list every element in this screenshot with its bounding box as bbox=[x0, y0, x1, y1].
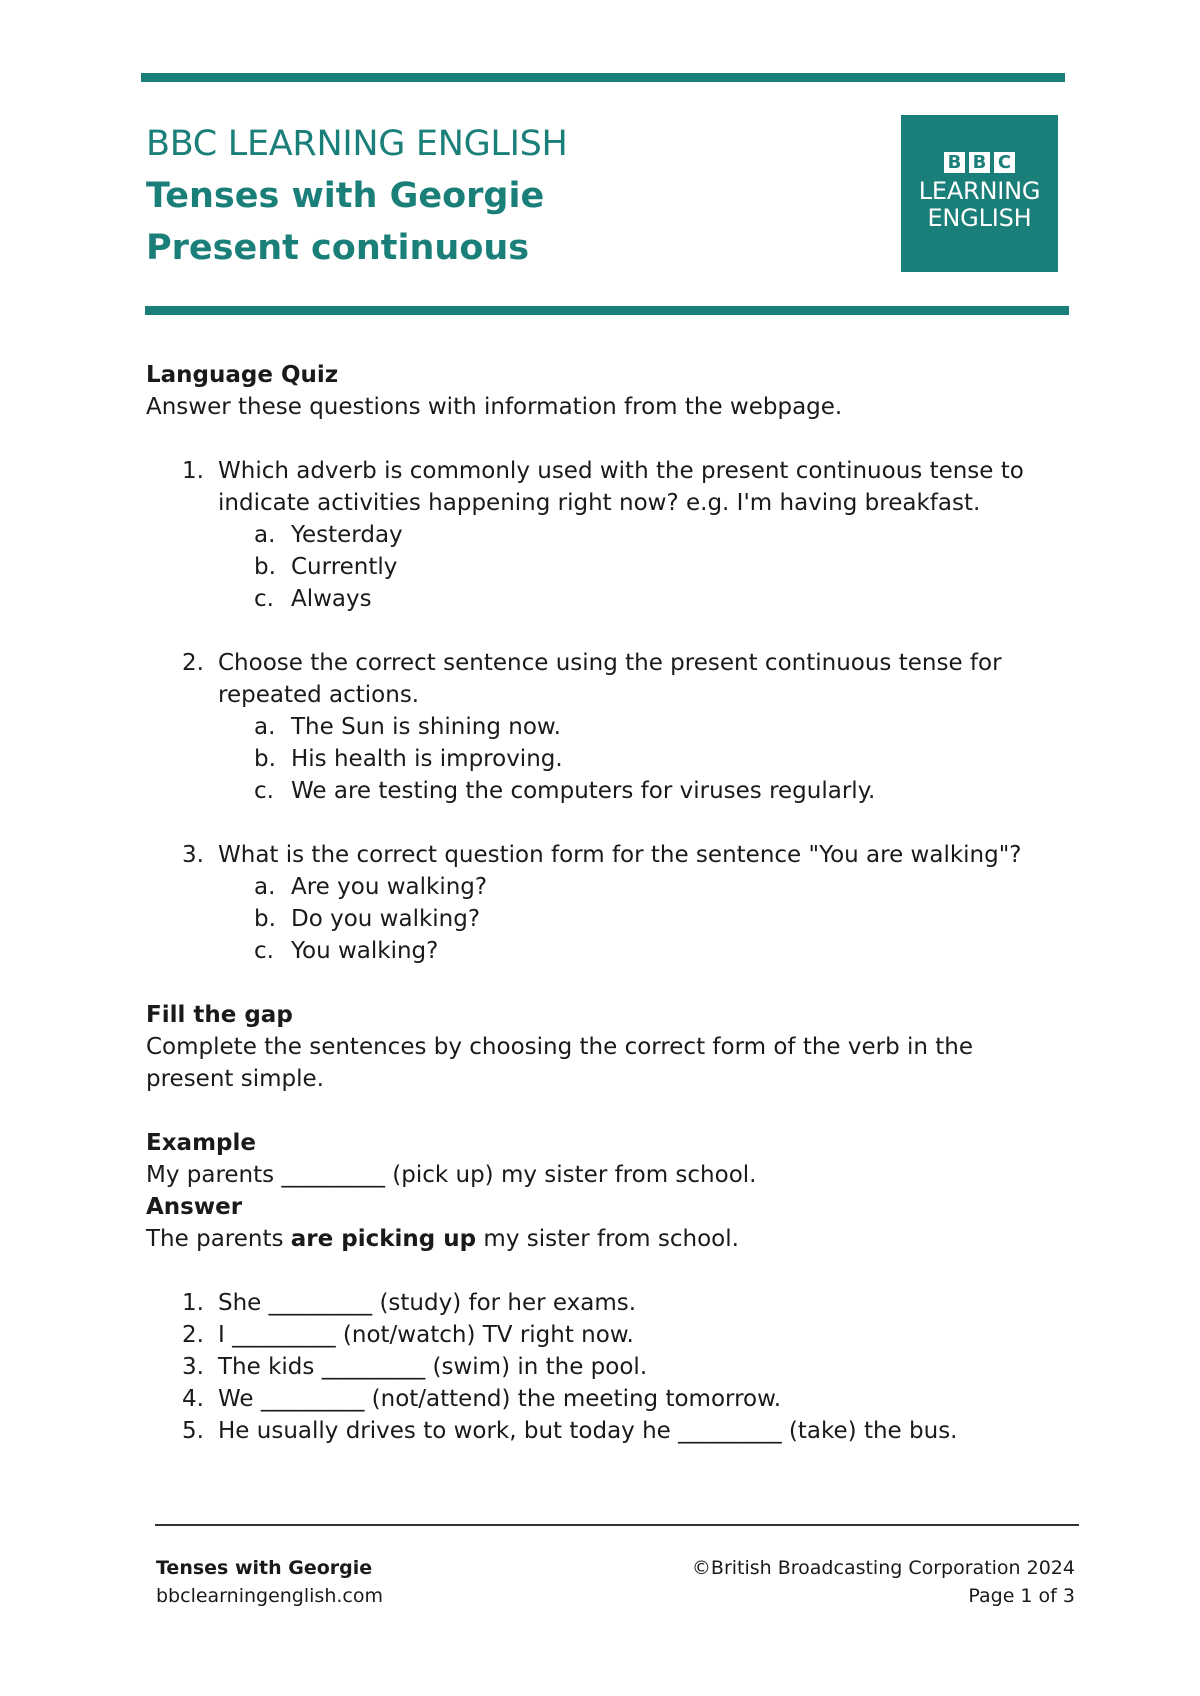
gap-sentence bbox=[146, 1351, 1066, 1383]
answer-option bbox=[146, 743, 1066, 775]
question-text: Which adverb is commonly used with the present continuous tense to indicate activities happening right now? e.g. I'm having breakfast. bbox=[218, 458, 1024, 516]
logo-line-english: ENGLISH bbox=[927, 204, 1032, 232]
series-title: Tenses with Georgie bbox=[146, 176, 545, 216]
topic-title: Present continuous bbox=[146, 228, 530, 268]
sentence-text: I _________ (not/watch) TV right now. bbox=[218, 1322, 634, 1348]
footer-site-link[interactable]: bbclearningenglish.com bbox=[156, 1585, 383, 1607]
bbc-block-b1: B bbox=[944, 152, 965, 173]
option-text: You walking? bbox=[291, 938, 439, 964]
bbc-block-b2: B bbox=[969, 152, 990, 173]
option-letter: a. bbox=[254, 874, 276, 900]
footer-rule bbox=[155, 1524, 1079, 1526]
option-text: Currently bbox=[291, 554, 398, 580]
answer-text-after: my sister from school. bbox=[476, 1226, 739, 1252]
option-text: We are testing the computers for viruses regularly. bbox=[291, 778, 876, 804]
option-letter: b. bbox=[254, 554, 276, 580]
option-text: Always bbox=[291, 586, 372, 612]
answer-heading: Answer bbox=[146, 1194, 243, 1220]
option-text: His health is improving. bbox=[291, 746, 563, 772]
option-letter: b. bbox=[254, 746, 276, 772]
answer-options bbox=[218, 871, 1066, 967]
header-top-rule bbox=[141, 73, 1065, 82]
header-bottom-rule bbox=[145, 306, 1069, 315]
gap-sentence bbox=[146, 1383, 1066, 1415]
bbc-blocks bbox=[901, 152, 1058, 173]
quiz-heading: Language Quiz bbox=[146, 362, 339, 388]
quiz-question-list bbox=[146, 455, 1066, 999]
example-heading: Example bbox=[146, 1130, 256, 1156]
answer-sentence bbox=[146, 1223, 1066, 1255]
answer-option bbox=[146, 711, 1066, 743]
quiz-question bbox=[146, 647, 1066, 839]
answer-text-before: The parents bbox=[146, 1226, 291, 1252]
sentence-number: 5. bbox=[182, 1418, 204, 1444]
answer-option bbox=[146, 583, 1066, 615]
gap-sentence bbox=[146, 1415, 1066, 1447]
option-letter: b. bbox=[254, 906, 276, 932]
option-letter: c. bbox=[254, 938, 274, 964]
gap-sentence bbox=[146, 1319, 1066, 1351]
option-letter: a. bbox=[254, 714, 276, 740]
gap-sentence bbox=[146, 1287, 1066, 1319]
answer-options bbox=[218, 711, 1066, 807]
answer-option bbox=[146, 903, 1066, 935]
option-text: Yesterday bbox=[291, 522, 403, 548]
question-text: What is the correct question form for the sentence "You are walking"? bbox=[218, 842, 1022, 868]
bbc-learning-english-logo bbox=[901, 115, 1058, 272]
fill-gap-heading: Fill the gap bbox=[146, 1002, 293, 1028]
brand-title: BBC LEARNING ENGLISH bbox=[146, 124, 568, 164]
answer-option bbox=[146, 551, 1066, 583]
question-number: 2. bbox=[182, 650, 204, 676]
footer-right bbox=[692, 1554, 1075, 1610]
answer-option bbox=[146, 519, 1066, 551]
quiz-instruction: Answer these questions with information from the webpage. bbox=[146, 394, 843, 420]
example-sentence: My parents _________ (pick up) my sister from school. bbox=[146, 1162, 757, 1188]
option-letter: c. bbox=[254, 586, 274, 612]
option-text: Are you walking? bbox=[291, 874, 488, 900]
quiz-question bbox=[146, 455, 1066, 647]
option-letter: a. bbox=[254, 522, 276, 548]
answer-option bbox=[146, 871, 1066, 903]
fill-gap-instruction: Complete the sentences by choosing the correct form of the verb in the present simple. bbox=[146, 1034, 974, 1092]
sentence-number: 2. bbox=[182, 1322, 204, 1348]
sentence-text: She _________ (study) for her exams. bbox=[218, 1290, 637, 1316]
quiz-question bbox=[146, 839, 1066, 999]
sentence-text: We _________ (not/attend) the meeting tomorrow. bbox=[218, 1386, 782, 1412]
option-text: The Sun is shining now. bbox=[291, 714, 561, 740]
worksheet-body bbox=[146, 359, 1066, 1447]
page-number: Page 1 of 3 bbox=[968, 1585, 1075, 1607]
option-letter: c. bbox=[254, 778, 274, 804]
answer-option bbox=[146, 935, 1066, 967]
footer-copyright: ©British Broadcasting Corporation 2024 bbox=[691, 1557, 1075, 1579]
sentence-text: He usually drives to work, but today he _________ (take) the bus. bbox=[218, 1418, 958, 1444]
option-text: Do you walking? bbox=[291, 906, 481, 932]
question-number: 1. bbox=[182, 458, 204, 484]
logo-line-learning: LEARNING bbox=[918, 177, 1041, 205]
question-text: Choose the correct sentence using the present continuous tense for repeated actions. bbox=[218, 650, 1002, 708]
footer-left bbox=[156, 1554, 383, 1610]
answer-option bbox=[146, 775, 1066, 807]
sentence-text: The kids _________ (swim) in the pool. bbox=[218, 1354, 648, 1380]
sentence-number: 4. bbox=[182, 1386, 204, 1412]
sentence-number: 3. bbox=[182, 1354, 204, 1380]
document-titles bbox=[146, 118, 568, 274]
sentence-number: 1. bbox=[182, 1290, 204, 1316]
bbc-block-c: C bbox=[994, 152, 1015, 173]
question-number: 3. bbox=[182, 842, 204, 868]
answer-options bbox=[218, 519, 1066, 615]
gap-sentence-list bbox=[146, 1287, 1066, 1447]
footer-title: Tenses with Georgie bbox=[156, 1557, 373, 1579]
answer-text-bold: are picking up bbox=[290, 1226, 477, 1252]
